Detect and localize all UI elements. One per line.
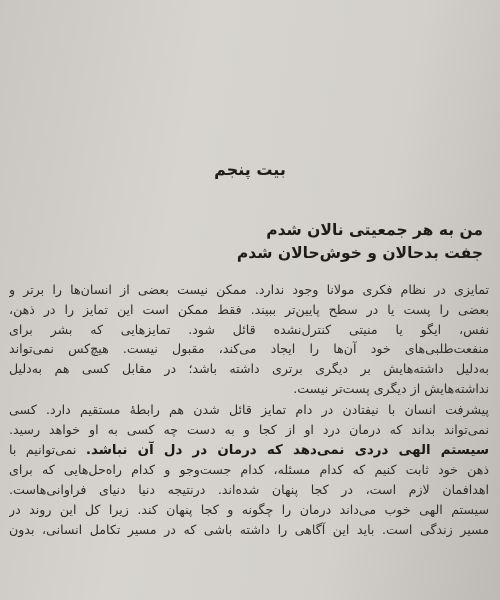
text-line: نمی‌تواند بداند که درمان درد او از کجا و به دست چه کسی به او خواهد رسید.	[9, 421, 489, 437]
text-line-with-emphasis	[9, 440, 489, 461]
text-line: به‌دلیل داشته‌هایش بر دیگری برتری داشته باشد؛ در مقابل کسی هم به‌دلیل	[9, 361, 489, 377]
text-line: منفعت‌طلبی‌های خود آن‌ها را ایجاد می‌کند، مقبول نیست. هیچ‌کس نمی‌تواند	[9, 341, 489, 357]
emphasized-sentence: سیستم الهی دردی نمی‌دهد که درمان در دل آن نباشد.	[85, 442, 489, 458]
paragraph-2	[9, 400, 489, 540]
paragraph-1	[9, 280, 489, 399]
text-line: پیشرفت انسان با نیفتادن در دام تمایز قائل شدن هم رابطهٔ مستقیم دارد. کسی	[9, 402, 489, 417]
text-line: نداشته‌هایش از دیگری پست‌تر نیست.	[293, 380, 489, 396]
text-line: سیستم الهی خوب می‌داند درمان را چگونه و کجا پنهان کند. زیرا کل این روند در	[9, 501, 489, 517]
section-heading: بیت پنجم	[214, 160, 286, 179]
text-line: نفس، ایگو یا منیتی کنترل‌نشده قائل شود. تمایزهایی که بشر برای	[9, 321, 489, 337]
text-line: ذهن خود ثابت کنیم که کدام مسئله، کدام جست‌وجو و کدام راه‌حل‌هایی که برای	[9, 462, 489, 478]
text-line: مسیر زندگی است. باید این آگاهی را داشته باشی که در مسیر تکامل انسانی، بدون	[9, 521, 489, 537]
text-line: تمایزی در نظام فکری مولانا وجود ندارد. ممکن نیست بعضی از انسان‌ها را برتر و	[9, 282, 489, 297]
poem-verse-1: من به هر جمعیتی نالان شدم	[266, 221, 483, 239]
poem-verse-2: جفت بدحالان و خوش‌حالان شدم	[236, 244, 483, 262]
text-fragment: نمی‌توانیم با	[9, 441, 77, 457]
text-line: بعضی را پست یا در سطح پایین‌تر ببیند. فقط ممکن است این تمایز را در ذهن،	[9, 301, 489, 317]
text-line: اهدافمان لازم است، در کجا پنهان شده‌اند. درنتیجه دنیا دنیای فراوانی‌هاست.	[9, 482, 489, 498]
